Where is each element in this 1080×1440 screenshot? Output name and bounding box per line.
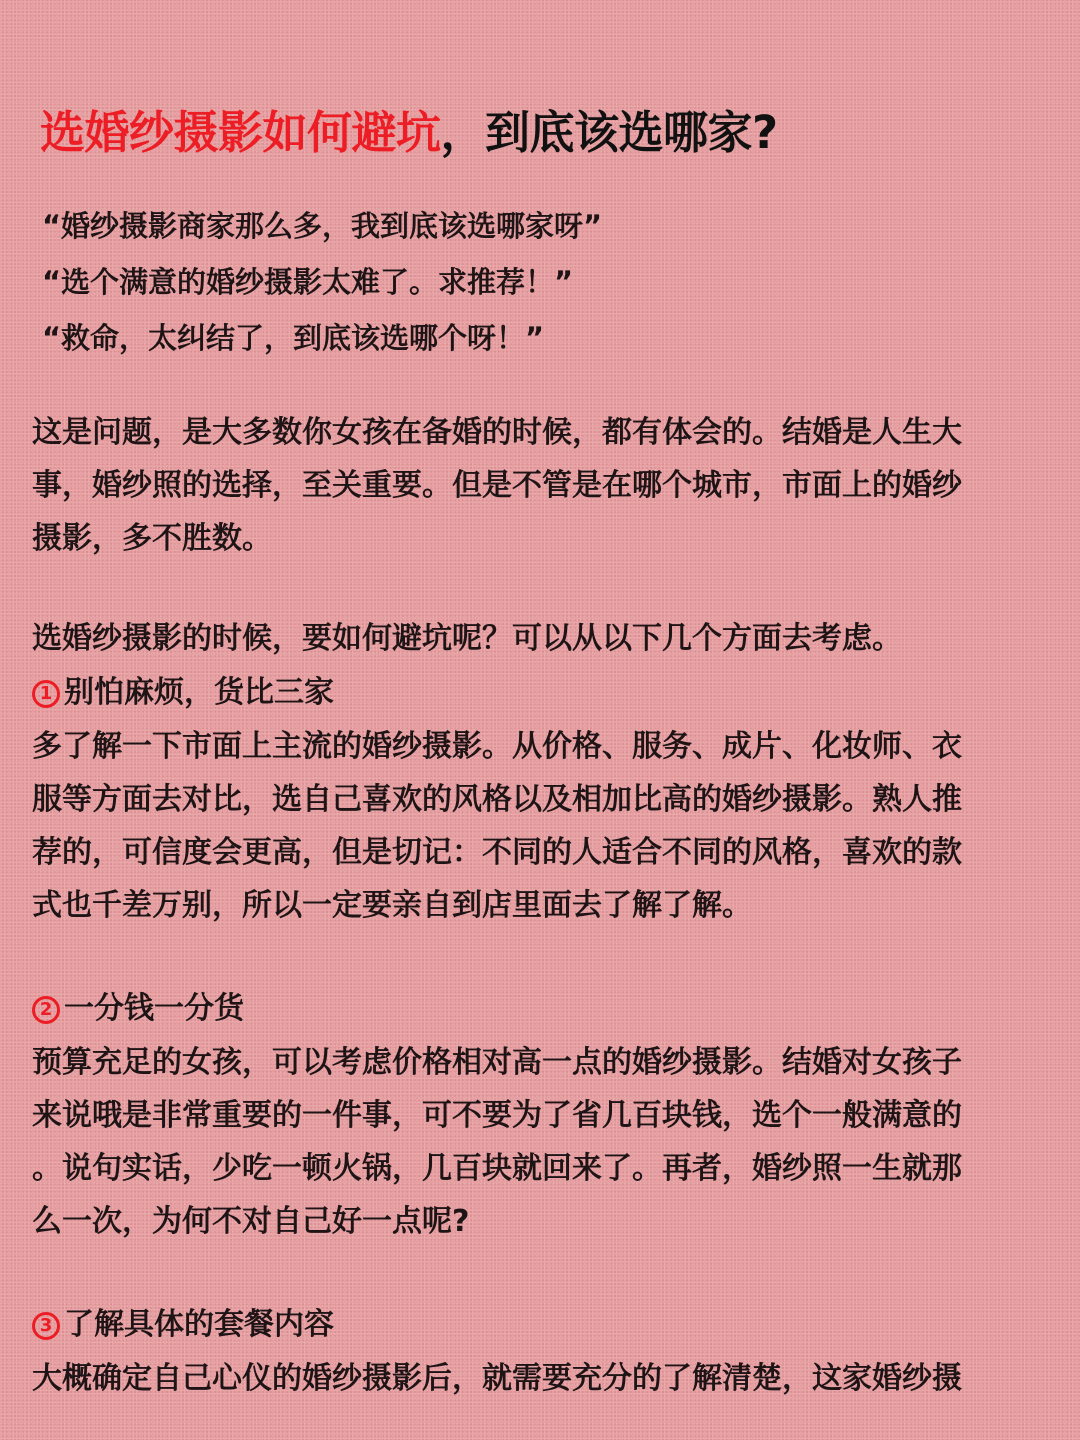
circled-number-1: 1 <box>32 680 60 708</box>
section-heading-text: 了解具体的套餐内容 <box>64 1307 334 1342</box>
page-title <box>40 96 778 161</box>
quote-line: “选个满意的婚纱摄影太难了。求推荐！” <box>42 265 574 299</box>
quote-line: “救命，太纠结了，到底该选哪个呀！” <box>42 321 545 355</box>
section-body-3: 大概确定自己心仪的婚纱摄影后，就需要充分的了解清楚，这家婚纱摄 <box>32 1361 962 1396</box>
section-heading-text: 一分钱一分货 <box>64 991 244 1026</box>
section-heading-3 <box>32 1298 334 1351</box>
section-body-2: 预算充足的女孩，可以考虑价格相对高一点的婚纱摄影。结婚对女孩子 来说哦是非常重要的一件事，可不要为了省几百块钱，选个一般满意的 。说句实话，少吃一顿火锅，几百块就回来了。再者，婚纱照一生就那 么一次，为何不对自己好一点呢? <box>32 1045 962 1239</box>
section-heading-2 <box>32 982 244 1035</box>
quote-line: “婚纱摄影商家那么多，我到底该选哪家呀” <box>42 209 603 243</box>
section-body-1: 多了解一下市面上主流的婚纱摄影。从价格、服务、成片、化妆师、衣 服等方面去对比，选自己喜欢的风格以及相加比高的婚纱摄影。熟人推 荐的，可信度会更高，但是切记：不同的人适合不同的风格，喜欢的款 式也千差万别，所以一定要亲自到店里面去了解了解。 <box>32 729 962 923</box>
circled-number-3: 3 <box>32 1312 60 1340</box>
intro-paragraph: 这是问题，是大多数你女孩在备婚的时候，都有体会的。结婚是人生大 事，婚纱照的选择，至关重要。但是不管是在哪个城市，市面上的婚纱 摄影，多不胜数。 <box>32 415 962 556</box>
title-highlight: 选婚纱摄影如何避坑 <box>40 106 441 159</box>
circled-number-2: 2 <box>32 996 60 1024</box>
lead-paragraph: 选婚纱摄影的时候，要如何避坑呢？可以从以下几个方面去考虑。 <box>32 621 902 656</box>
section-heading-text: 别怕麻烦，货比三家 <box>64 675 334 710</box>
quote-list <box>42 198 602 366</box>
section-heading-1 <box>32 666 334 719</box>
title-rest: ，到底该选哪家? <box>440 106 778 159</box>
